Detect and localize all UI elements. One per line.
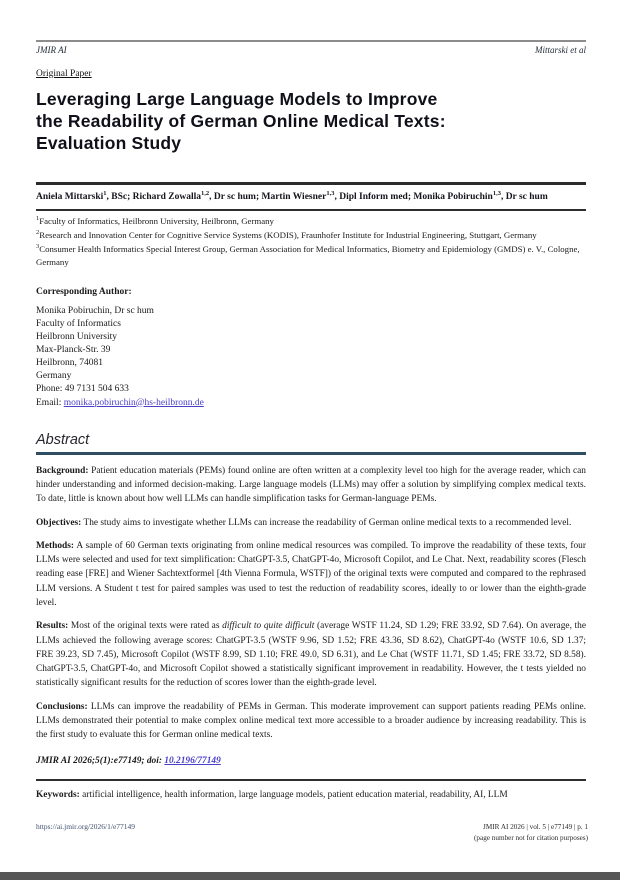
page-content — [36, 0, 586, 800]
author-name: Monika Pobiruchin — [413, 192, 493, 202]
results-text-pre: Most of the original texts were rated as — [68, 621, 223, 632]
footer-url[interactable]: https://ai.jmir.org/2026/1/e77149 — [36, 822, 136, 831]
objectives-label: Objectives: — [36, 517, 82, 528]
author-name: Richard Zowalla — [132, 192, 202, 202]
corresponding-author-line: Faculty of Informatics — [36, 318, 121, 329]
article-type-label: Original Paper — [36, 69, 92, 79]
corresponding-author-line: Germany — [36, 371, 72, 382]
affiliation-number: 3 — [36, 242, 40, 250]
conclusions-label: Conclusions: — [36, 701, 88, 712]
affiliation-text: Research and Innovation Center for Cognitive Service Systems (KODIS), Fraunhofer Institute for Industrial Engineering, Stuttgart, Germany — [39, 229, 537, 240]
corresponding-author-line: Heilbronn University — [36, 331, 118, 342]
conclusions-text: LLMs can improve the readability of PEMs in German. This moderate improvement can support patients reading PEMs online. LLMs demonstrated their potential to make complex online medical text more accessible to a broader audience by increasing readability. This is the first study to evaluate this for German online medical texts. — [36, 701, 586, 741]
corresponding-author-line: Phone: 49 7131 504 633 — [36, 384, 129, 395]
author-name: Aniela Mittarski — [36, 192, 104, 202]
citation-line — [36, 756, 586, 766]
title-line-2: the Readability of German Online Medical Texts: — [36, 111, 446, 131]
abstract-heading: Abstract — [36, 431, 90, 448]
citation-text: JMIR AI 2026;5(1):e77149; doi: — [36, 755, 165, 766]
results-text-italic: difficult to quite difficult — [222, 621, 315, 632]
page-bottom-edge — [0, 872, 620, 880]
title-divider — [36, 182, 586, 185]
objectives-text: The study aims to investigate whether LLMs can increase the readability of German online medical texts to a recommended level. — [81, 517, 572, 528]
affiliation-text: Faculty of Informatics, Heilbronn University, Heilbronn, Germany — [39, 216, 274, 227]
affiliation-item — [36, 215, 586, 229]
footer-citation — [474, 822, 588, 844]
methods-text: A sample of 60 German texts originating from online medical resources was compiled. To improve the readability of these texts, four LLMs were selected and used for text simplification: ChatGPT-3.5, ChatGPT-4o, Microsoft Copilot, and Le Chat. Next, readability scores (Flesch reading ease [FRE] and Wiener Sachtextformel [4th Vienna Formula, WSTF]) of the original texts were computed and compared to the rephrased LLM versions. A Student t test for paired samples was used to test the reduction of readability scores, ideally to or lower than the eighth-grade level. — [36, 540, 586, 608]
keywords-divider — [36, 779, 586, 781]
author-affil-sup: 1,3 — [492, 189, 501, 197]
abstract-methods — [36, 539, 586, 610]
corresponding-author-line: Heilbronn, 74081 — [36, 358, 104, 369]
results-label: Results: — [36, 621, 69, 632]
footer-citation-note: (page number not for citation purposes) — [474, 834, 588, 843]
journal-name: JMIR AI — [36, 45, 67, 55]
page-header — [36, 45, 586, 55]
author-byline — [36, 190, 586, 204]
author-degree: , Dr sc hum; — [209, 192, 262, 202]
author-name: Martin Wiesner — [261, 192, 327, 202]
title-line-3: Evaluation Study — [36, 133, 182, 153]
affiliation-item — [36, 243, 586, 270]
affiliation-item — [36, 229, 586, 243]
affiliation-list — [36, 215, 586, 270]
footer-citation-line: JMIR AI 2026 | vol. 5 | e77149 | p. 1 — [483, 823, 588, 831]
author-degree: , BSc; — [106, 192, 133, 202]
email-link[interactable]: monika.pobiruchin@hs-heilbronn.de — [63, 397, 204, 408]
affiliation-number: 1 — [36, 215, 40, 223]
keywords-line — [36, 790, 586, 800]
keywords-text: artificial intelligence, health information, large language models, patient education material, readability, AI, LLM — [82, 789, 508, 800]
keywords-label: Keywords: — [36, 789, 83, 800]
abstract-objectives — [36, 516, 586, 530]
page-footer — [36, 822, 588, 844]
author-affil-sup: 1,3 — [326, 189, 335, 197]
author-affil-sup: 1 — [103, 189, 107, 197]
email-label: Email: — [36, 397, 64, 408]
authors-divider — [36, 209, 586, 211]
title-line-1: Leveraging Large Language Models to Improve — [36, 89, 438, 109]
doi-link[interactable]: 10.2196/77149 — [164, 755, 221, 766]
affiliation-number: 2 — [36, 228, 40, 236]
abstract-background — [36, 464, 586, 507]
abstract-results — [36, 619, 586, 690]
abstract-divider — [36, 452, 586, 455]
author-affil-sup: 1,2 — [201, 189, 210, 197]
header-rule — [36, 40, 586, 42]
paper-title — [36, 88, 586, 154]
author-degree: , Dr sc hum — [500, 192, 548, 202]
running-head: Mittarski et al — [535, 45, 586, 55]
corresponding-author-line: Max-Planck-Str. 39 — [36, 345, 111, 356]
background-text: Patient education materials (PEMs) found online are often written at a complexity level too high for the average reader, which can hinder understanding and informed decision-making. Large language models (LLMs) may offer a solution by simplifying complex medical texts. To date, little is known about how well LLMs can handle simplification tasks for German-language PEMs. — [36, 465, 586, 505]
author-degree: , Dipl Inform med; — [334, 192, 414, 202]
corresponding-author-block — [36, 305, 586, 410]
corresponding-author-email-line — [36, 397, 586, 410]
methods-label: Methods: — [36, 540, 75, 551]
background-label: Background: — [36, 465, 89, 476]
results-text-post: (average WSTF 11.24, SD 1.29; FRE 33.92, SD 7.64). On average, the LLMs achieved the following average scores: ChatGPT-3.5 (WSTF 9.96, SD 1.52; FRE 43.36, SD 8.62), ChatGPT-4o (WSTF 10.6, SD 1.37; FRE 39.23, SD 7.45), Microsoft Copilot (WSTF 8.99, SD 1.10; FRE 49.0, SD 6.31), and Le Chat (WSTF 11.71, SD 1.45; FRE 33.72, SD 8.58). ChatGPT-3.5, ChatGPT-4o, and Microsoft Copilot showed a statistically significant improvement in readability. However, the t tests yielded no statistically significant results for the reduction of scores lower than the eighth-grade level. — [36, 621, 586, 689]
corresponding-author-heading: Corresponding Author: — [36, 286, 132, 297]
corresponding-author-name: Monika Pobiruchin, Dr sc hum — [36, 305, 154, 316]
affiliation-text: Consumer Health Informatics Special Interest Group, German Association for Medical Informatics, Biometry and Epidemiology (GMDS) e. V., Cologne, Germany — [36, 243, 580, 268]
abstract-conclusions — [36, 700, 586, 743]
